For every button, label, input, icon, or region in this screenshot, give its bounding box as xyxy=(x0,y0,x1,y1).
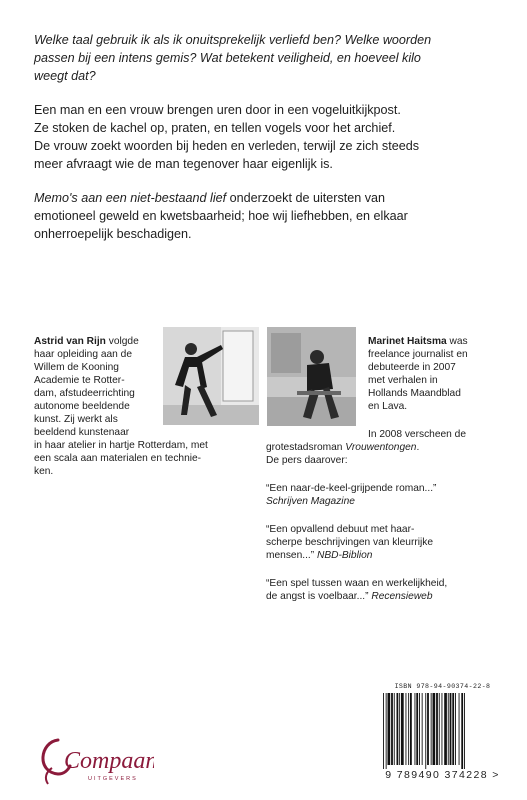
barcode-bar xyxy=(439,693,440,765)
author1-line-8: beeldend kunstenaar xyxy=(34,427,130,438)
barcode-bar xyxy=(410,693,412,765)
quote-2-line-2: scherpe beschrijvingen van kleurrijke xyxy=(266,537,434,548)
photo-marinet-illustration xyxy=(267,327,356,426)
author1-line-2: haar opleiding aan de xyxy=(34,349,132,360)
barcode-bar xyxy=(399,693,400,765)
isbn-label: ISBN 978-94-90374-22-8 xyxy=(394,683,491,690)
isbn-barcode xyxy=(377,683,508,787)
summary-line-3: onherroepelijk beschadigen. xyxy=(34,227,192,241)
quote-3-line-1: “Een spel tussen waan en werkelijkheid, xyxy=(266,578,448,589)
barcode-bar xyxy=(401,693,404,765)
quote-2-line-1: “Een opvallend debuut met haar- xyxy=(266,524,415,535)
author2-name: Marinet Haitsma xyxy=(368,336,447,347)
author1-line-1-rest: volgde xyxy=(105,336,139,347)
intro-line-1: Welke taal gebruik ik als ik onuitsprekelijk verliefd ben? Welke woorden xyxy=(34,33,432,47)
story-line-1: Een man en een vrouw brengen uren door in een vogeluitkijkpost. xyxy=(34,103,401,117)
author1-line-6: autonome beeldende xyxy=(34,401,130,412)
author1-line-7: kunst. Zij werkt als xyxy=(34,414,118,425)
author1-line-1 xyxy=(34,335,139,348)
barcode-bar xyxy=(455,693,456,765)
barcode-bar xyxy=(425,693,426,769)
barcode-bar xyxy=(416,693,418,765)
quote-1-line-1: “Een naar-de-keel-grijpende roman...” xyxy=(266,483,437,494)
quote-2-line-3 xyxy=(266,549,372,562)
story-line-2: Ze stoken de kachel op, praten, en tellen vogels voor het archief. xyxy=(34,121,396,135)
author1-line-4: Academie te Rotter- xyxy=(34,375,125,386)
barcode-bar xyxy=(394,693,395,765)
summary-line-1 xyxy=(34,189,385,207)
barcode-bar xyxy=(388,693,391,765)
author2-line-5: Hollands Maandblad xyxy=(368,388,461,399)
barcode-bar xyxy=(436,693,438,765)
summary-line-1-rest: onderzoekt de uitersten van xyxy=(226,191,386,205)
author2-line-3: debuteerde in 2007 xyxy=(368,362,456,373)
book-title: Memo's aan een niet-bestaand lief xyxy=(34,191,227,205)
intro-line-2: passen bij een intens gemis? Wat betekent veiligheid, en hoeveel kilo xyxy=(34,51,421,65)
barcode-bar xyxy=(442,693,443,765)
author2-year-line: In 2008 verscheen de xyxy=(368,429,466,440)
barcode-bar xyxy=(452,693,454,765)
barcode-bar xyxy=(386,693,387,769)
quote-2-source: NBD-Biblion xyxy=(316,550,373,561)
barcode-bar xyxy=(444,693,447,765)
author1-line-5: dam, afstudeerrichting xyxy=(34,388,135,399)
intro-line-3: weegt dat? xyxy=(34,69,96,83)
author1-line-10: een scala aan materialen en technie- xyxy=(34,453,202,464)
publisher-sub: UITGEVERS xyxy=(88,776,138,782)
compaan-logo-mark xyxy=(34,722,154,792)
photo-astrid-illustration xyxy=(163,327,259,425)
story-line-4: meer afvraagt wie de man tegenover haar eigenlijk is. xyxy=(34,157,333,171)
barcode-bar xyxy=(391,693,393,765)
quote-3-source: Recensieweb xyxy=(371,591,433,602)
barcode-bar xyxy=(406,693,407,765)
barcode-bar xyxy=(461,693,463,769)
summary-line-2: emotioneel geweld en kwetsbaarheid; hoe wij liefhebben, en elkaar xyxy=(34,209,408,223)
author-photo-marinet xyxy=(267,327,356,426)
quote-3-line-2 xyxy=(266,590,433,603)
author2-novel-pre: grotestadsroman xyxy=(266,442,346,453)
author2-line-6: en Lava. xyxy=(368,401,408,412)
barcode-bars xyxy=(381,693,504,769)
barcode-bar xyxy=(431,693,432,765)
barcode-bar xyxy=(433,693,436,765)
author1-name: Astrid van Rijn xyxy=(34,336,106,347)
barcode-bar xyxy=(427,693,429,765)
author2-line-4: met verhalen in xyxy=(368,375,438,386)
story-line-3: De vrouw zoekt woorden bij heden en verleden, terwijl ze zich steeds xyxy=(34,139,420,153)
novel-title: Vrouwentongen xyxy=(345,442,417,453)
barcode-bar xyxy=(419,693,420,765)
author2-novel-post: . xyxy=(416,442,420,453)
press-intro: De pers daarover: xyxy=(266,455,348,466)
author2-line-1 xyxy=(368,335,468,348)
quote-1-source: Schrijven Magazine xyxy=(266,496,355,507)
author1-line-11: ken. xyxy=(34,466,54,477)
author1-line-9: in haar atelier in hartje Rotterdam, met xyxy=(34,440,208,451)
author-photo-astrid xyxy=(163,327,259,425)
author1-line-3: Willem de Kooning xyxy=(34,362,119,373)
barcode-bar xyxy=(459,693,460,765)
barcode-bar xyxy=(397,693,399,765)
barcode-bar xyxy=(383,693,384,769)
author2-line-1-rest: was xyxy=(446,336,468,347)
quote-3-line-2-pre: de angst is voelbaar...” xyxy=(266,591,372,602)
author2-line-2: freelance journalist en xyxy=(368,349,468,360)
quote-2-line-3-pre: mensen...” xyxy=(266,550,317,561)
publisher-logo xyxy=(34,722,154,792)
barcode-bar xyxy=(415,693,416,765)
barcode-bar xyxy=(408,693,409,765)
isbn-digits: 9 789490 374228 > xyxy=(385,769,500,781)
publisher-name: Compaan xyxy=(64,748,154,774)
author2-novel-line xyxy=(266,441,419,454)
barcode-bar xyxy=(464,693,465,769)
barcode-bar xyxy=(450,693,452,765)
barcode-bar xyxy=(422,693,423,765)
barcode-bar xyxy=(448,693,449,765)
